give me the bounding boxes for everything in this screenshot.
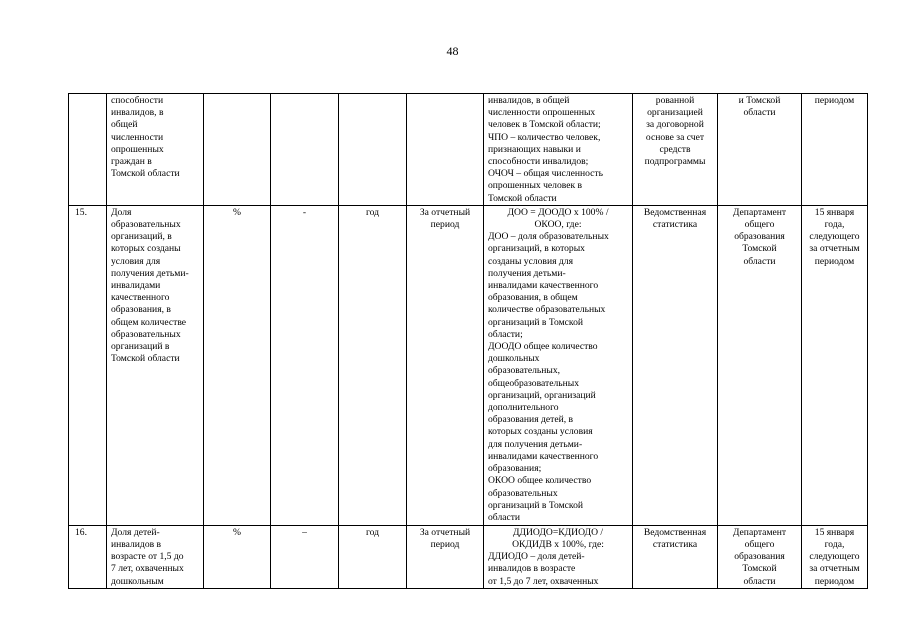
table-row	[69, 94, 868, 206]
responsible-cell: Департамент общего образования Томской области	[718, 205, 802, 525]
deadline-cell: периодом	[802, 94, 868, 206]
formula-text: ДДИОДО=КДИОДО / ОКДИДВ х 100%, где:	[512, 526, 604, 551]
table-row	[69, 205, 868, 525]
indicator-name: Доля образовательных организаций, в которых созданы условия для получения детьми- инвалидами качественного образования, в общем количестве образовательных организаций в Томской области	[107, 205, 204, 525]
source-cell: Ведомственная статистика	[633, 205, 718, 525]
unit-cell: %	[204, 525, 271, 588]
period-cell	[339, 94, 407, 206]
row-number: 15.	[69, 205, 107, 525]
source-cell: рованной организацией за договорной основе за счет средств подпрограммы	[633, 94, 718, 206]
formula-cell	[484, 94, 633, 206]
indicator-name: способности инвалидов, в общей численности опрошенных граждан в Томской области	[107, 94, 204, 206]
page-number: 48	[446, 44, 459, 58]
period-type-cell	[407, 94, 484, 206]
period-type-cell: За отчетный период	[407, 525, 484, 588]
formula-description: ДОО – доля образовательных организаций, в которых созданы условия для получения детьми- инвалидами качественного образования, в общем количестве образовательных организаций в Томской области; ДООДО общее количество дошкольных образовательных, общеобразовательных организаций, организаций дополнительного образования детей, в которых созданы условия для получения детьми- инвалидами качественного образования; ОКОО общее количество образовательных организаций в Томской области	[488, 231, 609, 523]
row-number	[69, 94, 107, 206]
deadline-cell: 15 января года, следующего за отчетным периодом	[802, 525, 868, 588]
indicators-table	[68, 93, 868, 589]
deadline-cell: 15 января года, следующего за отчетным периодом	[802, 205, 868, 525]
responsible-cell: Департамент общего образования Томской области	[718, 525, 802, 588]
period-type-cell: За отчетный период	[407, 205, 484, 525]
dash-cell	[271, 94, 339, 206]
formula-description: инвалидов, в общей численности опрошенных человек в Томской области; ЧПО – количество человек, признающих навыки и способности инвалидов; ОЧОЧ – общая численность опрошенных человек в Томской области	[488, 95, 603, 204]
row-number: 16.	[69, 525, 107, 588]
unit-cell	[204, 94, 271, 206]
period-cell: год	[339, 525, 407, 588]
formula-text: ДОО = ДООДО х 100% / ОКОО, где:	[507, 206, 609, 231]
period-cell: год	[339, 205, 407, 525]
indicator-name: Доля детей- инвалидов в возрасте от 1,5 до 7 лет, охваченных дошкольным	[107, 525, 204, 588]
unit-cell: %	[204, 205, 271, 525]
dash-cell: -	[271, 205, 339, 525]
responsible-cell: и Томской области	[718, 94, 802, 206]
source-cell: Ведомственная статистика	[633, 525, 718, 588]
formula-cell	[484, 525, 633, 588]
table-row	[69, 525, 868, 588]
formula-cell	[484, 205, 633, 525]
dash-cell: –	[271, 525, 339, 588]
formula-description: ДДИОДО – доля детей- инвалидов в возрасте от 1,5 до 7 лет, охваченных	[488, 551, 599, 587]
